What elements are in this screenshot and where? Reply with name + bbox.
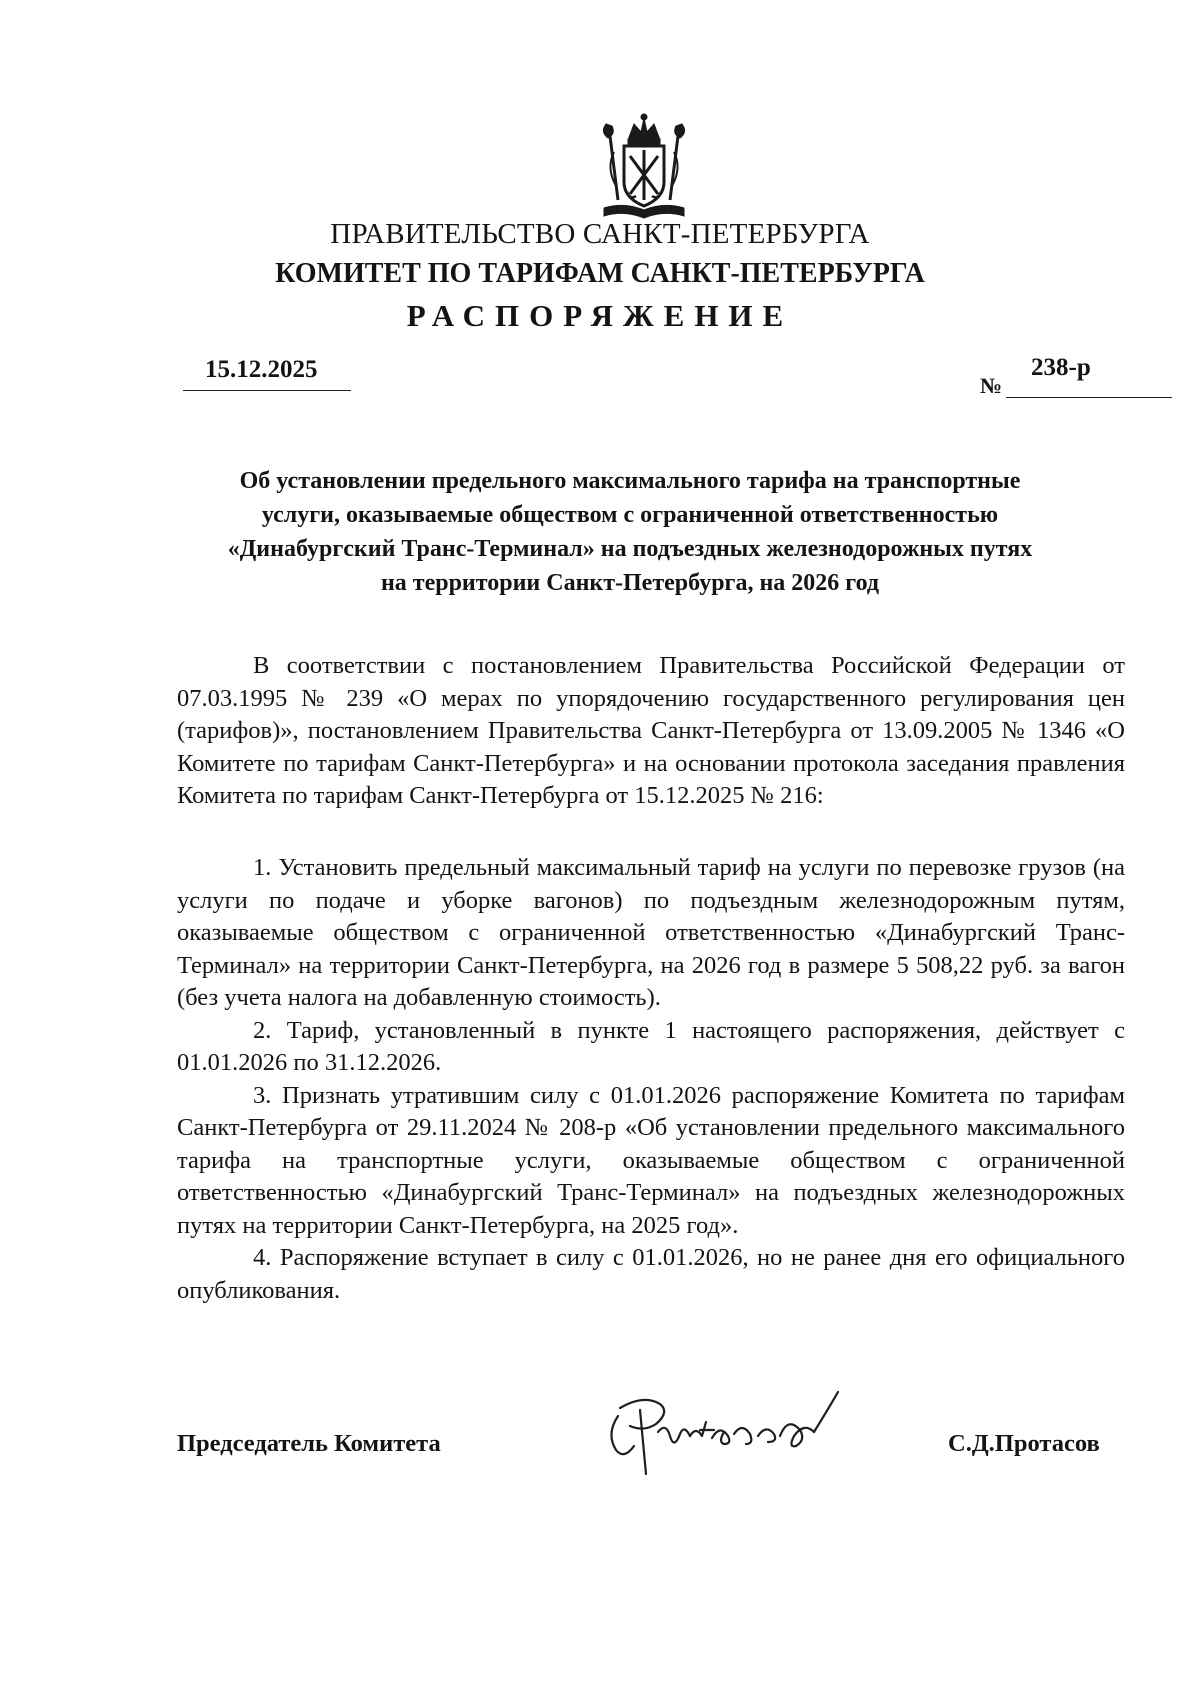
title-line: услуги, оказываемые обществом с ограниченной ответственностью: [261, 502, 999, 528]
title-line: на территории Санкт-Петербурга, на 2026 год: [380, 570, 880, 596]
number-sign: №: [980, 373, 1003, 398]
signatory-role: Председатель Комитета: [177, 1430, 441, 1457]
order-item-3: 3. Признать утратившим силу с 01.01.2026 распоряжение Комитета по тарифам Санкт-Петербурга от 29.11.2024 № 208-р «Об установлении предельного максимального тарифа на транспортные услуги, оказываемые обществом с ограниченной ответственностью «Динабургский Транс-Терминал» на подъездных железнодорожных путях на территории Санкт-Петербурга, на 2025 год».: [177, 1081, 1125, 1239]
title-line: «Динабургский Транс-Терминал» на подъездных железнодорожных путях: [227, 536, 1033, 562]
title-line: Об установлении предельного максимального тарифа на транспортные: [239, 468, 1021, 494]
order-items: [177, 852, 1125, 1307]
preamble: [177, 650, 1125, 813]
preamble-paragraph: В соответствии с постановлением Правительства Российской Федерации от 07.03.1995 № 239 «О мерах по упорядочению государственного регулирования цен (тарифов)», постановлением Правительства Санкт-Петербурга от 13.09.2005 № 1346 «О Комитете по тарифам Санкт-Петербурга» и на основании протокола заседания правления Комитета по тарифам Санкт-Петербурга от 15.12.2025 № 216:: [177, 652, 1125, 809]
order-item-4: 4. Распоряжение вступает в силу с 01.01.2026, но не ранее дня его официального опубликования.: [177, 1244, 1125, 1304]
order-item-1: 1. Установить предельный максимальный тариф на услуги по перевозке грузов (на услуги по подаче и уборке вагонов) по подъездным железнодорожным путям, оказываемые обществом с ограниченной ответственностью «Динабургский Транс-Терминал» на территории Санкт-Петербурга, на 2026 год в размере 5 508,22 руб. за вагон (без учета налога на добавленную стоимость).: [177, 854, 1125, 1011]
document-title: [170, 464, 1090, 600]
document-date: 15.12.2025: [205, 356, 318, 383]
handwritten-signature: [600, 1386, 870, 1486]
document-type-title: РАСПОРЯЖЕНИЕ: [406, 298, 794, 333]
committee-title: КОМИТЕТ ПО ТАРИФАМ САНКТ-ПЕТЕРБУРГА: [275, 258, 925, 289]
document-number: 238-р: [1031, 354, 1091, 381]
signatory-name: С.Д.Протасов: [948, 1430, 1100, 1457]
government-title: ПРАВИТЕЛЬСТВО САНКТ-ПЕТЕРБУРГА: [330, 218, 870, 250]
date-underline: [183, 390, 351, 391]
coat-of-arms-icon: [594, 112, 694, 220]
order-item-2: 2. Тариф, установленный в пункте 1 настоящего распоряжения, действует с 01.01.2026 по 31.12.2026.: [177, 1016, 1125, 1076]
number-underline: [1006, 397, 1172, 398]
